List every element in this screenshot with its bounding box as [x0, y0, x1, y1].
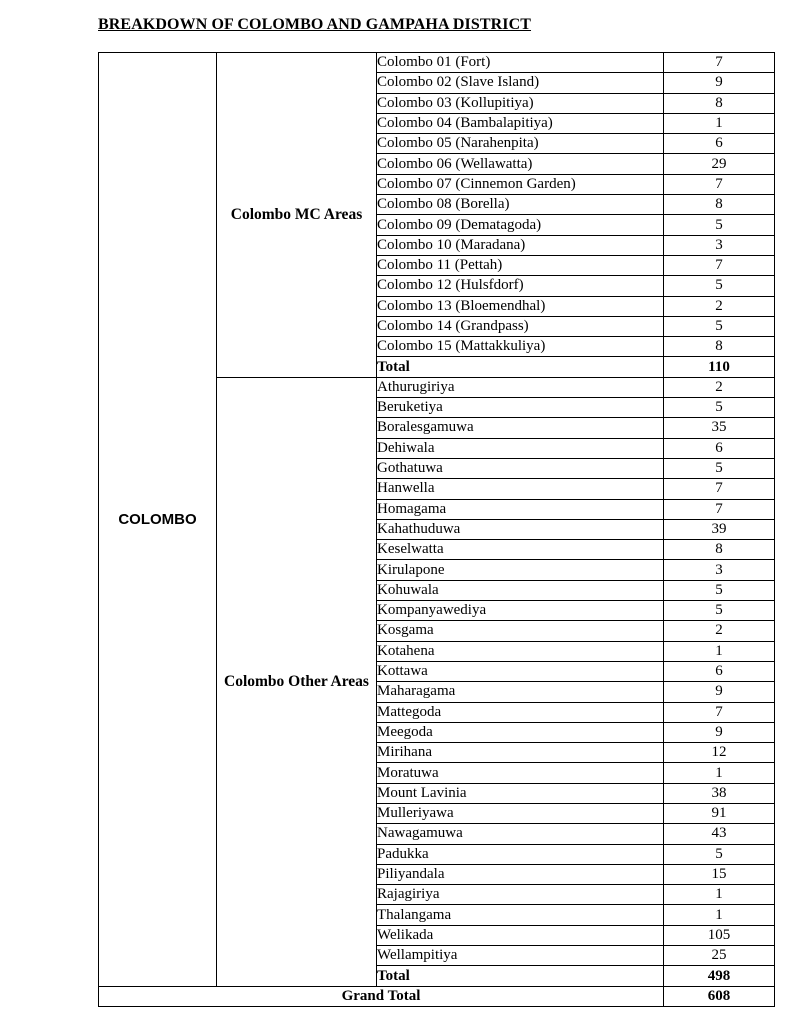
- area-name: Meegoda: [377, 722, 664, 742]
- subregion-label: Colombo MC Areas: [217, 53, 377, 378]
- area-count: 5: [664, 844, 775, 864]
- area-count: 7: [664, 499, 775, 519]
- area-name: Kohuwala: [377, 580, 664, 600]
- area-name: Kotahena: [377, 641, 664, 661]
- area-name: Colombo 13 (Bloemendhal): [377, 296, 664, 316]
- area-name: Mount Lavinia: [377, 783, 664, 803]
- area-count: 43: [664, 824, 775, 844]
- area-name: Rajagiriya: [377, 885, 664, 905]
- area-count: 3: [664, 560, 775, 580]
- area-name: Colombo 06 (Wellawatta): [377, 154, 664, 174]
- area-count: 7: [664, 702, 775, 722]
- area-name: Wellampitiya: [377, 946, 664, 966]
- area-name: Gothatuwa: [377, 458, 664, 478]
- area-name: Moratuwa: [377, 763, 664, 783]
- area-count: 9: [664, 722, 775, 742]
- area-name: Mirihana: [377, 743, 664, 763]
- area-count: 8: [664, 93, 775, 113]
- area-count: 5: [664, 215, 775, 235]
- area-name: Maharagama: [377, 682, 664, 702]
- area-count: 15: [664, 864, 775, 884]
- area-count: 7: [664, 479, 775, 499]
- area-count: 39: [664, 519, 775, 539]
- area-name: Colombo 03 (Kollupitiya): [377, 93, 664, 113]
- area-count: 35: [664, 418, 775, 438]
- area-name: Boralesgamuwa: [377, 418, 664, 438]
- area-name: Colombo 02 (Slave Island): [377, 73, 664, 93]
- area-count: 25: [664, 946, 775, 966]
- area-count: 9: [664, 682, 775, 702]
- area-count: 5: [664, 276, 775, 296]
- area-name: Kahathuduwa: [377, 519, 664, 539]
- area-count: 3: [664, 235, 775, 255]
- area-count: 1: [664, 905, 775, 925]
- total-label: Total: [377, 357, 664, 377]
- area-name: Kosgama: [377, 621, 664, 641]
- area-count: 8: [664, 195, 775, 215]
- grand-total-value: 608: [664, 986, 775, 1006]
- area-count: 9: [664, 73, 775, 93]
- area-count: 8: [664, 540, 775, 560]
- area-count: 1: [664, 885, 775, 905]
- area-count: 2: [664, 296, 775, 316]
- area-name: Colombo 05 (Narahenpita): [377, 134, 664, 154]
- area-name: Nawagamuwa: [377, 824, 664, 844]
- area-count: 5: [664, 580, 775, 600]
- area-name: Kirulapone: [377, 560, 664, 580]
- grand-total-row: [99, 986, 775, 1006]
- page-title: BREAKDOWN OF COLOMBO AND GAMPAHA DISTRICT: [98, 16, 532, 33]
- area-count: 6: [664, 134, 775, 154]
- area-count: 105: [664, 925, 775, 945]
- grand-total-label: Grand Total: [99, 986, 664, 1006]
- area-count: 1: [664, 113, 775, 133]
- area-count: 6: [664, 661, 775, 681]
- subregion-label: Colombo Other Areas: [217, 377, 377, 986]
- area-count: 7: [664, 53, 775, 73]
- area-count: 12: [664, 743, 775, 763]
- area-name: Welikada: [377, 925, 664, 945]
- area-count: 6: [664, 438, 775, 458]
- total-value: 110: [664, 357, 775, 377]
- area-count: 7: [664, 174, 775, 194]
- area-name: Homagama: [377, 499, 664, 519]
- area-name: Colombo 11 (Pettah): [377, 255, 664, 275]
- area-name: Colombo 14 (Grandpass): [377, 316, 664, 336]
- area-name: Keselwatta: [377, 540, 664, 560]
- area-count: 5: [664, 601, 775, 621]
- area-name: Colombo 15 (Mattakkuliya): [377, 337, 664, 357]
- area-name: Dehiwala: [377, 438, 664, 458]
- area-name: Piliyandala: [377, 864, 664, 884]
- area-name: Kompanyawediya: [377, 601, 664, 621]
- area-name: Colombo 09 (Dematagoda): [377, 215, 664, 235]
- area-count: 5: [664, 316, 775, 336]
- area-name: Mattegoda: [377, 702, 664, 722]
- area-count: 91: [664, 803, 775, 823]
- area-count: 1: [664, 763, 775, 783]
- area-name: Colombo 01 (Fort): [377, 53, 664, 73]
- area-name: Athurugiriya: [377, 377, 664, 397]
- area-name: Colombo 12 (Hulsfdorf): [377, 276, 664, 296]
- area-count: 5: [664, 398, 775, 418]
- area-count: 8: [664, 337, 775, 357]
- area-count: 5: [664, 458, 775, 478]
- area-name: Beruketiya: [377, 398, 664, 418]
- area-count: 2: [664, 377, 775, 397]
- region-label: COLOMBO: [99, 53, 217, 987]
- area-count: 29: [664, 154, 775, 174]
- area-name: Colombo 07 (Cinnemon Garden): [377, 174, 664, 194]
- area-name: Colombo 04 (Bambalapitiya): [377, 113, 664, 133]
- area-count: 7: [664, 255, 775, 275]
- area-name: Thalangama: [377, 905, 664, 925]
- area-name: Padukka: [377, 844, 664, 864]
- district-breakdown-table: [98, 52, 775, 1007]
- total-value: 498: [664, 966, 775, 986]
- area-name: Kottawa: [377, 661, 664, 681]
- area-name: Colombo 08 (Borella): [377, 195, 664, 215]
- area-count: 2: [664, 621, 775, 641]
- total-label: Total: [377, 966, 664, 986]
- table-row: [99, 53, 775, 73]
- area-name: Colombo 10 (Maradana): [377, 235, 664, 255]
- area-count: 38: [664, 783, 775, 803]
- area-count: 1: [664, 641, 775, 661]
- area-name: Mulleriyawa: [377, 803, 664, 823]
- area-name: Hanwella: [377, 479, 664, 499]
